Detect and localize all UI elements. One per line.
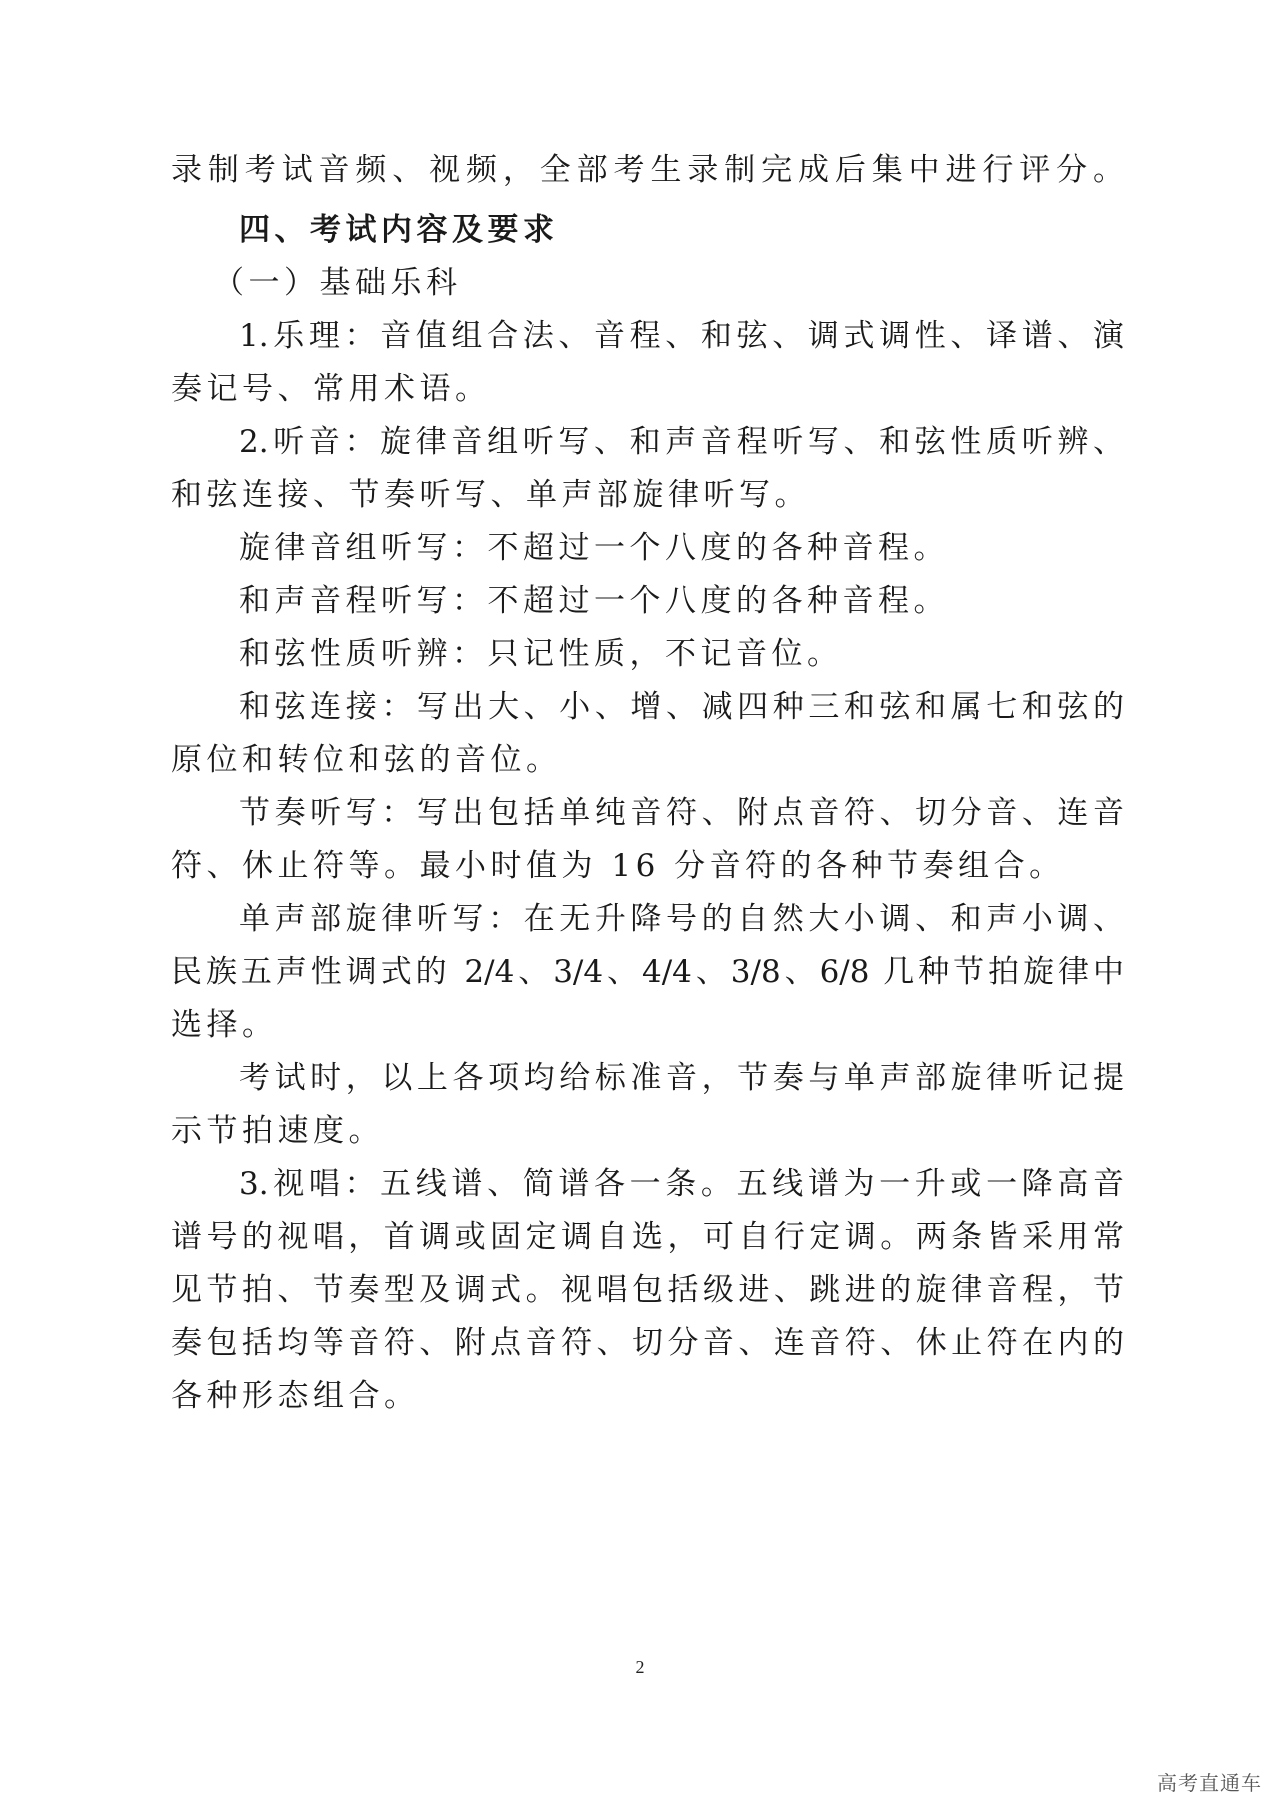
text-line: 3.视唱：五线谱、简谱各一条。五线谱为一升或一降高音: [239, 1166, 1124, 1202]
page-number: 2: [635, 1657, 645, 1677]
text-line: 和弦性质听辨：只记性质，不记音位。: [239, 636, 843, 672]
text-line: 示节拍速度。: [171, 1113, 384, 1149]
text-line: 单声部旋律听写：在无升降号的自然大小调、和声小调、: [239, 901, 1124, 937]
text-line: 奏包括均等音符、附点音符、切分音、连音符、休止符在内的: [171, 1325, 1124, 1361]
text-line: 奏记号、常用术语。: [171, 371, 491, 407]
text-line: 原位和转位和弦的音位。: [171, 742, 562, 778]
text-line: 和弦连接、节奏听写、单声部旋律听写。: [171, 477, 810, 513]
subsection-heading: （一）基础乐科: [213, 265, 462, 301]
text-line: 考试时，以上各项均给标准音，节奏与单声部旋律听记提: [239, 1060, 1124, 1096]
watermark-text: 高考直通车: [1157, 1771, 1262, 1795]
text-line: 选择。: [171, 1007, 278, 1043]
text-line: 旋律音组听写：不超过一个八度的各种音程。: [239, 530, 949, 566]
text-line: 民族五声性调式的 2/4、3/4、4/4、3/8、6/8 几种节拍旋律中: [171, 954, 1124, 990]
text-line: 和声音程听写：不超过一个八度的各种音程。: [239, 583, 949, 619]
section-heading: 四、考试内容及要求: [239, 212, 559, 248]
text-line: 2.听音：旋律音组听写、和声音程听写、和弦性质听辨、: [239, 424, 1124, 460]
text-line: 1.乐理：音值组合法、音程、和弦、调式调性、译谱、演: [239, 318, 1124, 354]
text-line: 节奏听写：写出包括单纯音符、附点音符、切分音、连音: [239, 795, 1124, 831]
text-line: 各种形态组合。: [171, 1378, 420, 1414]
text-line: 录制考试音频、视频，全部考生录制完成后集中进行评分。: [171, 152, 1124, 188]
text-line: 见节拍、节奏型及调式。视唱包括级进、跳进的旋律音程，节: [171, 1272, 1124, 1308]
text-line: 符、休止符等。最小时值为 16 分音符的各种节奏组合。: [171, 848, 1065, 884]
text-line: 和弦连接：写出大、小、增、减四种三和弦和属七和弦的: [239, 689, 1124, 725]
text-line: 谱号的视唱，首调或固定调自选，可自行定调。两条皆采用常: [171, 1219, 1124, 1255]
